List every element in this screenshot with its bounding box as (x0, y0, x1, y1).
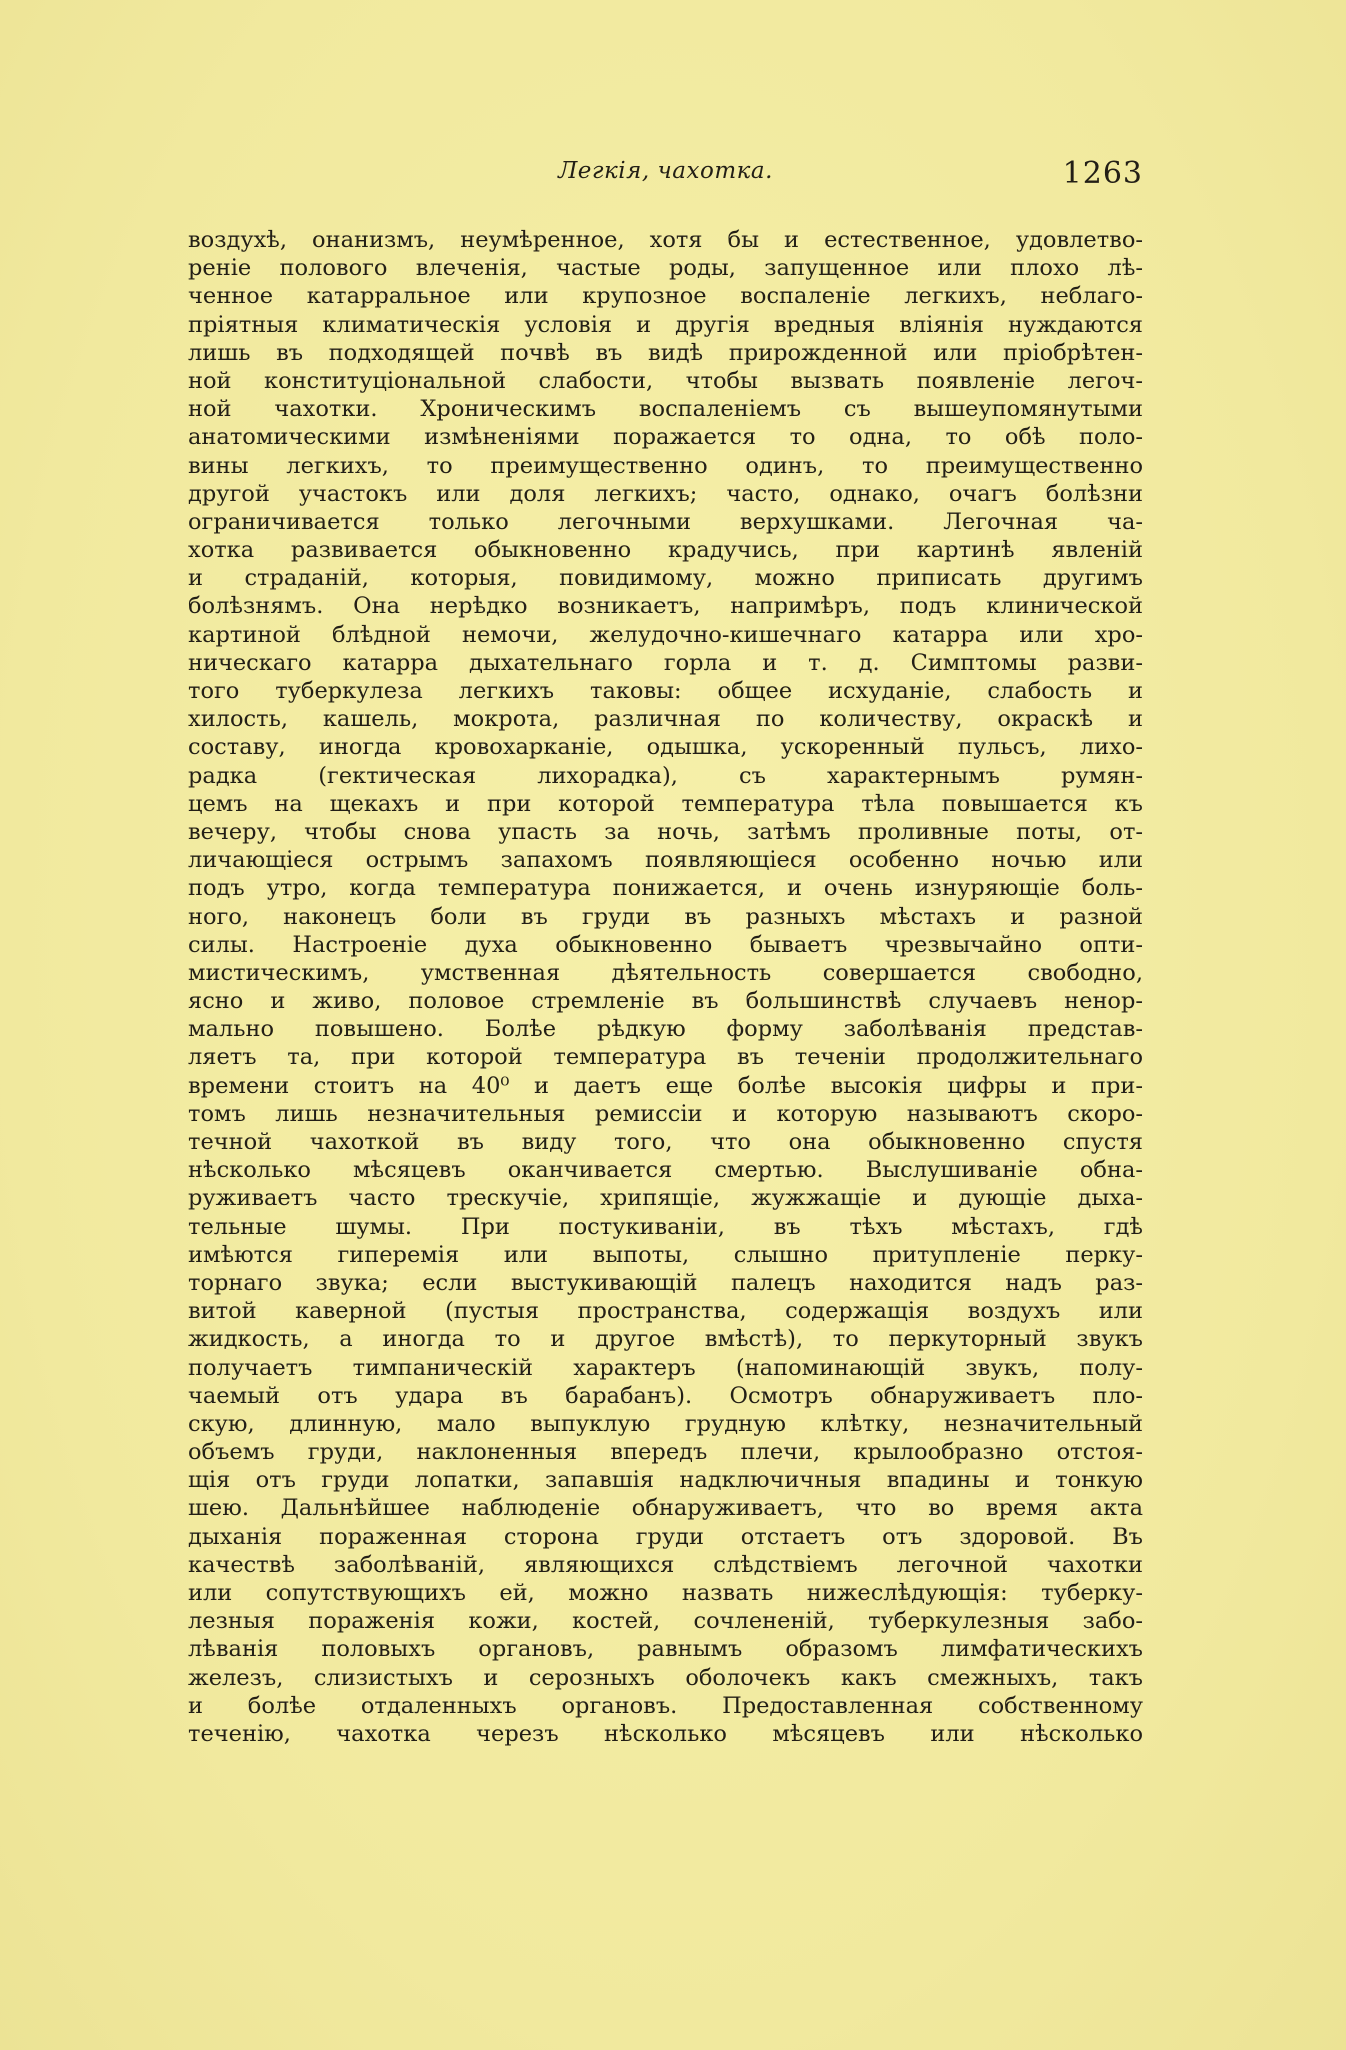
text-line: витой каверной (пустыя пространства, содержащія воздухъ или (188, 1298, 1143, 1325)
page-header (188, 156, 1143, 196)
text-line: хотка развивается обыкновенно крадучись, при картинѣ явленій (188, 537, 1143, 564)
text-line: шею. Дальнѣйшее наблюденіе обнаруживаетъ, что во время акта (188, 1495, 1143, 1522)
text-line: щія отъ груди лопатки, запавшія надключичныя впадины и тонкую (188, 1467, 1143, 1494)
text-line: воздухѣ, онанизмъ, неумѣренное, хотя бы и естественное, удовлетво- (188, 227, 1143, 253)
text-line: картиной блѣдной немочи, желудочно-кишечнаго катарра или хро- (188, 621, 1143, 648)
text-line: ной чахотки. Хроническимъ воспаленіемъ съ вышеупомянутыми (188, 396, 1143, 423)
text-line: получаетъ тимпаническій характеръ (напоминающій звукъ, полу- (188, 1354, 1143, 1381)
text-line: томъ лишь незначительныя ремиссіи и которую называютъ скоро- (188, 1100, 1143, 1127)
text-line: составу, иногда кровохарканіе, одышка, ускоренный пульсъ, лихо- (188, 734, 1143, 761)
text-line: руживаетъ часто трескучіе, хрипящіе, жужжащіе и дующіе дыха- (188, 1185, 1143, 1212)
text-line: дыханія пораженная сторона груди отстаетъ отъ здоровой. Въ (188, 1523, 1143, 1550)
text-line: подъ утро, когда температура понижается, и очень изнуряющіе боль- (188, 875, 1143, 902)
text-line: ченное катарральное или крупозное воспаленіе легкихъ, неблаго- (188, 283, 1143, 310)
text-line: лезныя пораженія кожи, костей, сочлененій, туберкулезныя забо- (188, 1608, 1143, 1635)
text-line: объемъ груди, наклоненныя впередъ плечи, крылообразно отстоя- (188, 1439, 1143, 1466)
text-line: лѣванія половыхъ органовъ, равнымъ образомъ лимфатическихъ (188, 1636, 1143, 1663)
text-line: мистическимъ, умственная дѣятельность совершается свободно, (188, 959, 1143, 986)
text-line: и страданій, которыя, повидимому, можно приписать другимъ (188, 565, 1143, 592)
text-line: имѣются гиперемія или выпоты, слышно притупленіе перку- (188, 1241, 1143, 1268)
text-line: анатомическими измѣненіями поражается то одна, то обѣ поло- (188, 424, 1143, 451)
text-line: тельные шумы. При постукиваніи, въ тѣхъ мѣстахъ, гдѣ (188, 1213, 1143, 1240)
text-line: ограничивается только легочными верхушками. Легочная ча- (188, 508, 1143, 535)
text-line: вины легкихъ, то преимущественно одинъ, то преимущественно (188, 452, 1143, 479)
text-line: цемъ на щекахъ и при которой температура тѣла повышается къ (188, 790, 1143, 817)
text-line: болѣзнямъ. Она нерѣдко возникаетъ, напримѣръ, подъ клинической (188, 593, 1143, 620)
text-line: или сопутствующихъ ей, можно назвать нижеслѣдующія: туберку- (188, 1580, 1143, 1606)
text-line: пріятныя климатическія условія и другія вредныя вліянія нуждаются (188, 311, 1143, 338)
text-line: мально повышено. Болѣе рѣдкую форму заболѣванія представ- (188, 1016, 1143, 1043)
text-line: того туберкулеза легкихъ таковы: общее исхуданіе, слабость и (188, 678, 1143, 704)
text-line: ной конституціональной слабости, чтобы вызвать появленіе легоч- (188, 367, 1143, 394)
text-line: ляетъ та, при которой температура въ теченіи продолжительнаго (188, 1044, 1143, 1071)
text-line: жидкость, а иногда то и другое вмѣстѣ), то перкуторный звукъ (188, 1326, 1143, 1353)
text-line: другой участокъ или доля легкихъ; часто, однако, очагъ болѣзни (188, 480, 1143, 507)
text-line: скую, длинную, мало выпуклую грудную клѣтку, незначительный (188, 1410, 1143, 1437)
text-line: ническаго катарра дыхательнаго горла и т. д. Симптомы разви- (188, 649, 1143, 676)
text-line: течной чахоткой въ виду того, что она обыкновенно спустя (188, 1129, 1143, 1155)
text-line: торнаго звука; если выстукивающій палецъ находится надъ раз- (188, 1269, 1143, 1296)
text-line: ясно и живо, половое стремленіе въ большинствѣ случаевъ ненор- (188, 988, 1143, 1015)
text-line: и болѣе отдаленныхъ органовъ. Предоставленная собственному (188, 1692, 1143, 1719)
text-line: теченію, чахотка черезъ нѣсколько мѣсяцевъ или нѣсколько (188, 1720, 1143, 1747)
text-line: радка (гектическая лихорадка), съ характернымъ румян- (188, 762, 1143, 789)
text-line: чаемый отъ удара въ барабанъ). Осмотръ обнаруживаетъ пло- (188, 1382, 1143, 1409)
text-line: времени стоитъ на 40⁰ и даетъ еще болѣе высокія цифры и при- (188, 1072, 1143, 1099)
text-line: хилость, кашель, мокрота, различная по количеству, окраскѣ и (188, 706, 1143, 733)
body-text (188, 226, 1143, 1748)
text-line: нѣсколько мѣсяцевъ оканчивается смертью. Выслушиваніе обна- (188, 1157, 1143, 1184)
text-line: лишь въ подходящей почвѣ въ видѣ прирожденной или пріобрѣтен- (188, 339, 1143, 366)
text-line: качествѣ заболѣваній, являющихся слѣдствіемъ легочной чахотки (188, 1551, 1143, 1578)
running-head: Легкія, чахотка. (558, 158, 773, 184)
text-line: личающіеся острымъ запахомъ появляющіеся особенно ночью или (188, 847, 1143, 874)
text-line: силы. Настроеніе духа обыкновенно бываетъ чрезвычайно опти- (188, 931, 1143, 958)
text-line: железъ, слизистыхъ и серозныхъ оболочекъ какъ смежныхъ, такъ (188, 1664, 1143, 1691)
text-line: реніе полового влеченія, частые роды, запущенное или плохо лѣ- (188, 255, 1143, 282)
text-line: вечеру, чтобы снова упасть за ночь, затѣмъ проливные поты, от- (188, 818, 1143, 845)
page-number: 1263 (1062, 156, 1143, 191)
text-line: ного, наконецъ боли въ груди въ разныхъ мѣстахъ и разной (188, 903, 1143, 930)
